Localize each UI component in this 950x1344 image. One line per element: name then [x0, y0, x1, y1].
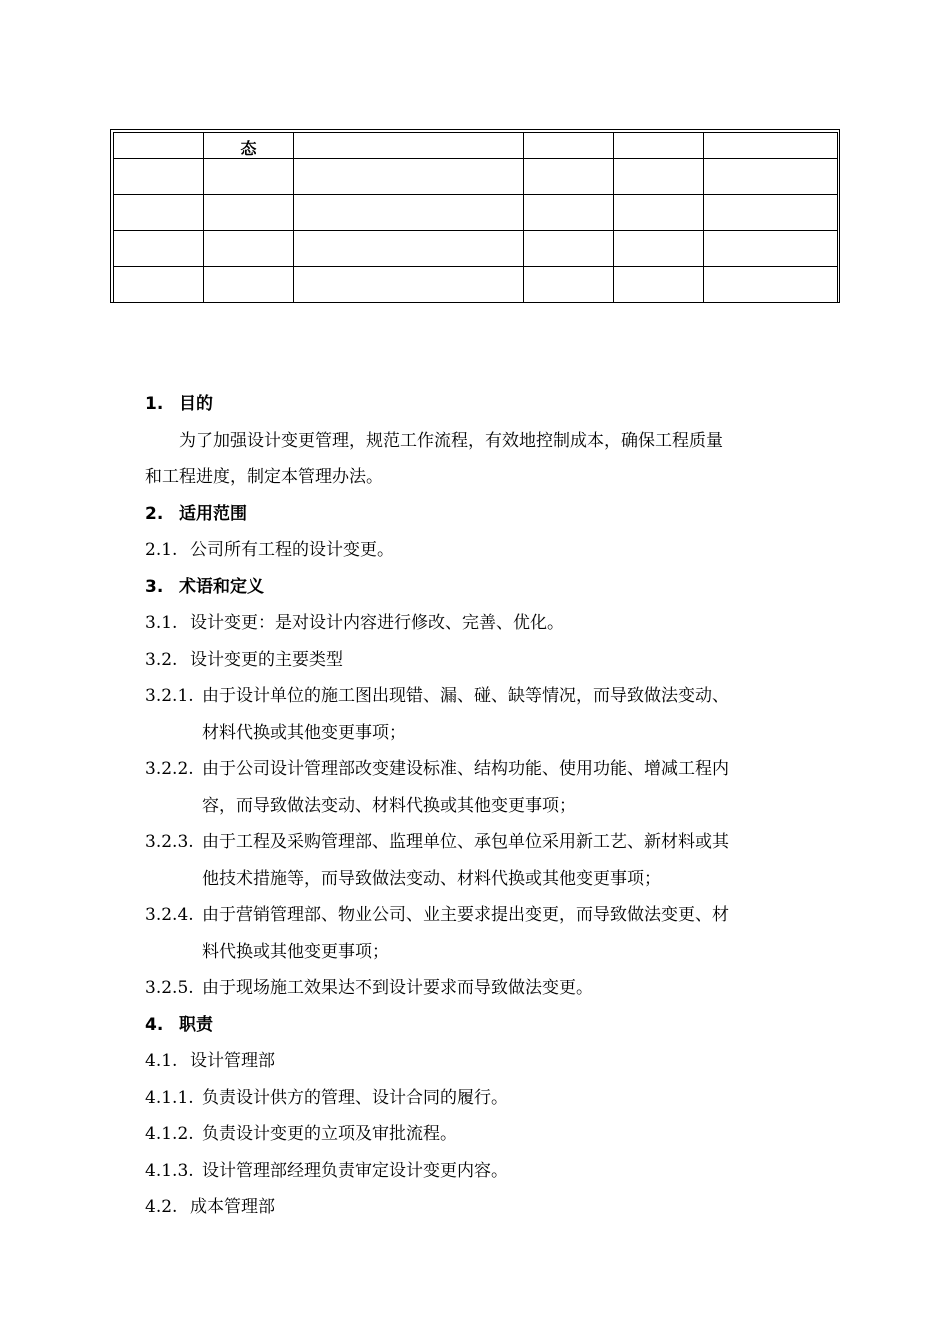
item-number: 4.1.3.	[145, 1160, 194, 1181]
table-cell	[114, 195, 204, 231]
table-cell	[114, 267, 204, 303]
table-header-row	[114, 133, 838, 159]
paragraph-line: 为了加强设计变更管理，规范工作流程，有效地控制成本，确保工程质量	[179, 430, 723, 451]
list-item	[145, 532, 805, 569]
section-title: 职责	[179, 1014, 213, 1035]
item-number: 3.2.	[145, 649, 178, 670]
table-cell	[114, 231, 204, 267]
list-item-continuation: 材料代换或其他变更事项；	[202, 722, 406, 743]
table-cell	[204, 159, 294, 195]
table-cell	[524, 231, 614, 267]
item-text: 设计管理部经理负责审定设计变更内容。	[202, 1160, 508, 1181]
table-cell	[704, 159, 838, 195]
item-text: 由于工程及采购管理部、监理单位、承包单位采用新工艺、新材料或其	[202, 832, 729, 852]
item-number: 2.1.	[145, 540, 178, 560]
revision-table	[110, 129, 840, 303]
table-cell	[614, 231, 704, 267]
table-cell	[614, 267, 704, 303]
item-number: 3.2.4.	[145, 905, 194, 925]
list-item-continuation: 他技术措施等，而导致做法变动、材料代换或其他变更事项；	[202, 868, 661, 889]
item-text: 成本管理部	[190, 1197, 275, 1217]
table-row	[114, 267, 838, 303]
table-cell	[204, 195, 294, 231]
section-title: 适用范围	[179, 503, 247, 524]
section-heading-responsibilities	[145, 1007, 805, 1044]
item-text: 负责设计变更的立项及审批流程。	[202, 1124, 457, 1144]
section-number: 4.	[145, 1014, 164, 1035]
list-item-continuation: 容，而导致做法变动、材料代换或其他变更事项；	[202, 795, 576, 816]
list-item	[145, 1153, 805, 1190]
item-number: 3.1.	[145, 613, 178, 633]
item-text: 由于公司设计管理部改变建设标准、结构功能、使用功能、增减工程内	[202, 759, 729, 779]
item-text: 负责设计供方的管理、设计合同的履行。	[202, 1087, 508, 1108]
item-text: 由于营销管理部、物业公司、业主要求提出变更，而导致做法变更、材	[202, 905, 729, 925]
table-cell	[524, 195, 614, 231]
section-heading-scope	[145, 496, 805, 533]
table-row	[114, 231, 838, 267]
list-item-continuation: 料代换或其他变更事项；	[202, 941, 389, 962]
list-item	[145, 678, 805, 715]
table-cell	[704, 231, 838, 267]
item-number: 3.2.5.	[145, 978, 194, 998]
section-number: 3.	[145, 576, 164, 597]
table-cell	[614, 133, 704, 159]
item-text: 设计管理部	[190, 1051, 275, 1071]
list-item	[145, 824, 805, 861]
table-row	[114, 195, 838, 231]
table-cell	[294, 133, 524, 159]
list-item	[145, 897, 805, 934]
table-cell	[294, 267, 524, 303]
list-item	[145, 751, 805, 788]
list-item	[145, 1080, 805, 1117]
table-cell	[114, 159, 204, 195]
item-text: 设计变更：是对设计内容进行修改、完善、优化。	[190, 613, 564, 633]
table-row	[114, 159, 838, 195]
list-item	[145, 605, 805, 642]
table-cell	[614, 195, 704, 231]
item-text: 由于现场施工效果达不到设计要求而导致做法变更。	[202, 978, 593, 998]
list-item	[145, 1043, 805, 1080]
list-item	[145, 1116, 805, 1153]
table-cell-status: 态	[204, 133, 294, 159]
paragraph-line: 和工程进度，制定本管理办法。	[145, 467, 383, 487]
item-number: 4.2.	[145, 1197, 178, 1217]
table-cell	[204, 231, 294, 267]
item-number: 4.1.1.	[145, 1087, 194, 1108]
item-number: 4.1.	[145, 1051, 178, 1071]
table-cell	[524, 133, 614, 159]
section-number: 1.	[145, 394, 164, 414]
item-text: 设计变更的主要类型	[190, 649, 343, 670]
table-cell	[524, 159, 614, 195]
table-cell	[704, 267, 838, 303]
table-cell	[524, 267, 614, 303]
table-cell	[704, 133, 838, 159]
table-cell	[294, 159, 524, 195]
table-cell	[294, 231, 524, 267]
list-item	[145, 642, 805, 679]
table-cell	[114, 133, 204, 159]
table-cell	[204, 267, 294, 303]
item-number: 4.1.2.	[145, 1124, 194, 1144]
section-title: 术语和定义	[179, 576, 264, 597]
table-cell	[294, 195, 524, 231]
document-body	[145, 386, 805, 1226]
item-text: 由于设计单位的施工图出现错、漏、碰、缺等情况，而导致做法变动、	[202, 686, 729, 706]
table-cell	[704, 195, 838, 231]
section-heading-purpose	[145, 386, 805, 423]
item-text: 公司所有工程的设计变更。	[190, 540, 394, 560]
item-number: 3.2.1.	[145, 686, 194, 706]
list-item	[145, 1189, 805, 1226]
section-title: 目的	[179, 394, 213, 414]
item-number: 3.2.3.	[145, 832, 194, 852]
section-number: 2.	[145, 503, 164, 524]
list-item	[145, 970, 805, 1007]
table-cell	[614, 159, 704, 195]
section-heading-definitions	[145, 569, 805, 606]
item-number: 3.2.2.	[145, 759, 194, 779]
